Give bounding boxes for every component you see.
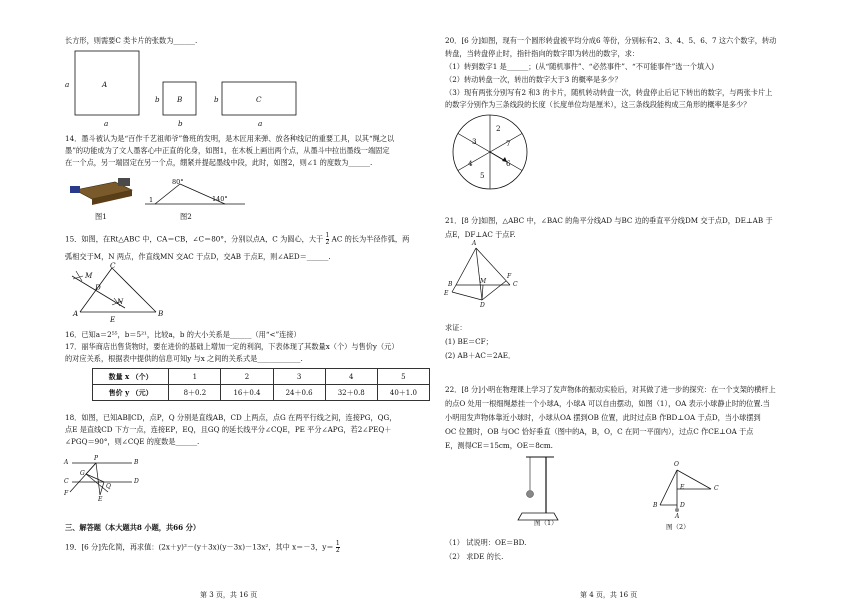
q18-line3: ∠PGQ＝90°，则∠CQE 的度数是______.: [65, 437, 200, 446]
table-cell: 3: [273, 369, 325, 385]
spinner-6: 6: [506, 159, 511, 168]
table-cell: 32＋0.8: [325, 385, 377, 401]
q19-fraction: [336, 541, 340, 554]
fig21-E: E: [444, 290, 449, 297]
section-3-title: 三、解答题（本大题共8 小题，共66 分）: [65, 523, 201, 532]
q20-line1: 20．[6 分]如图，现有一个圆形转盘被平均分成6 等份，分别标有2、3、4、5、6、7 这六个数字，转动: [445, 36, 777, 45]
q15-line2: 弧相交于M，N 两点，作直线MN 交AC 于点D，交AB 于点E，则∠AED＝______.: [65, 252, 331, 261]
q17-line2: 的对应关系，根据表中提供的信息可知y 与x 之间的关系式是____________.: [65, 354, 303, 363]
fig14-caption1: 图1: [95, 212, 107, 221]
spinner-5: 5: [480, 171, 485, 180]
fig15-M: M: [85, 271, 93, 280]
fig14-angle-right: 140°: [212, 195, 228, 203]
fig22-caption1: 图（1）: [534, 519, 558, 527]
card-b-label: B: [177, 95, 183, 104]
q15-frac-den: 2: [325, 239, 330, 246]
q20-part3b: 的数字分别作为三条线段的长度（长度单位均是厘米），这三条线段能构成三角形的概率是多少？: [445, 100, 751, 109]
prove-label: 求证：: [445, 323, 467, 332]
q14-line1: 14．墨斗被认为是“百作千艺祖师爷”鲁班的发明，是木匠用来弹、放各种线记的重要工具，以其“绳之以: [65, 134, 395, 143]
q19-frac-den: 2: [335, 547, 340, 554]
q22-line4: OC 位置时，OB 与OC 恰好垂直（图中的A，B，O，C 在同一平面内），过点C 作CE⊥OA 于点: [445, 427, 754, 436]
fig15-D: D: [95, 283, 101, 292]
q18-line1: 18．如图，已知AB∥CD，点P，Q 分别是直线AB，CD 上两点，点G 在两平行线之间，连接PG，QG，: [65, 413, 397, 422]
fig15-C: C: [110, 261, 116, 270]
spinner-7: 7: [506, 139, 511, 148]
table-cell: 2: [221, 369, 273, 385]
fig15-B: B: [158, 309, 164, 318]
q14-line2: 墨”的功能成为了文人墨客心中正直的化身，如图1，在木板上画出两个点，从墨斗中拉出墨线一端固定: [65, 146, 390, 155]
card-a-label: A: [102, 80, 108, 89]
page-4: [430, 0, 860, 609]
table-head-x: 数量 x （个）: [93, 369, 169, 385]
card-c-side-left: b: [214, 95, 219, 104]
fig18-C: C: [64, 478, 69, 485]
fig15-N: N: [117, 297, 124, 306]
fig21-A: A: [472, 240, 477, 247]
fig18-P: P: [94, 455, 99, 462]
fig18-A: A: [64, 459, 69, 466]
q19: [65, 541, 340, 554]
q13-tail: 长方形，则需要C 类卡片的张数为______.: [65, 36, 198, 45]
q15-text-a: 15．如图，在Rt△ABC 中，CA＝CB，∠C＝80°，分别以点A，C 为圆心，大于: [65, 234, 324, 244]
fig18: [0, 0, 430, 520]
fig22-C: C: [714, 485, 719, 492]
fig14-caption2: 图2: [180, 212, 192, 221]
table-cell: 4: [325, 369, 377, 385]
card-b-side-left: b: [155, 95, 160, 104]
fig14-angle-left: 1: [149, 196, 154, 204]
fig21-C: C: [513, 281, 518, 288]
fig22-D: D: [680, 502, 685, 509]
q22-line5: E，测得CE＝15cm，OE＝8cm.: [445, 441, 553, 450]
card-a-side-left: a: [65, 80, 70, 89]
q17-line1: 17．丽华商店出售货物时，要在进价的基础上增加一定的利润，下表体现了其数量x（个）与售价y（元）: [65, 342, 399, 351]
q20-part2: （2）转动转盘一次，转出的数字大于3 的概率是多少？: [445, 75, 622, 84]
table-cell: 16＋0.4: [221, 385, 273, 401]
fig21-F: F: [507, 273, 512, 280]
fig22-A: A: [675, 513, 680, 520]
card-b-side-bottom: b: [178, 119, 183, 128]
fig18-G: G: [80, 470, 85, 477]
table-head-y: 售价 y （元）: [93, 385, 169, 401]
spinner-4: 4: [468, 159, 473, 168]
fig22-E: E: [680, 484, 685, 491]
q15-text-b: AC 的长为半径作弧，两: [331, 234, 410, 244]
q22-line2: 的点O 处用一根细绳悬挂一个小球A，小球A 可以自由摆动，如图（1），OA 表示小球静止时的位置.当: [445, 399, 770, 408]
q20-line2: 转盘，当转盘停止时，指针指向的数字即为转出的数字，求：: [445, 49, 640, 58]
prove-part2: (2) AB＋AC＝2AE．: [445, 351, 516, 360]
fig18-F: F: [64, 490, 69, 497]
table-cell: 40＋1.0: [377, 385, 429, 401]
q21-line2: 点E，DF⊥AC 于点F.: [445, 230, 516, 239]
q18-line2: 点E 是直线CD 下方一点，连接EP，EQ，且GQ 的延长线平分∠CQE，PE 平分∠APG，若2∠PEQ＋: [65, 425, 392, 434]
fig15-A: A: [73, 309, 79, 318]
fig18-B: B: [134, 459, 139, 466]
q14-line3: 在一个点，另一端固定在另一个点，绷紧并提起墨线中段，此时，如图2，则∠1 的度数为______.: [65, 158, 373, 167]
table-cell: 8＋0.2: [169, 385, 221, 401]
footer-page-3: 第 3 页，共 16 页: [200, 591, 258, 599]
fig18-E: E: [98, 496, 103, 503]
fig21-D: D: [480, 302, 485, 309]
prove-part1: (1) BE＝CF；: [445, 337, 493, 346]
table-cell: 1: [169, 369, 221, 385]
fig15-E: E: [110, 315, 116, 324]
table-cell: 5: [377, 369, 429, 385]
table-cell: 24＋0.6: [273, 385, 325, 401]
fig22-caption2: 图（2）: [666, 523, 690, 531]
fig18-Q: Q: [106, 483, 111, 490]
fig18-D: D: [134, 478, 139, 485]
q16: 16．已知a＝2⁵⁵，b＝5²¹，比较a，b 的大小关系是______（用“<”连接）: [65, 330, 301, 339]
q22-line3: 小明用发声物体靠近小球时，小球从OA 摆到OB 位置，此时过点B 作BD⊥OA 于点D，当小球摆到: [445, 413, 761, 422]
q19-frac-num: 1: [335, 540, 340, 547]
q22-part2: （2） 求DE 的长.: [445, 552, 504, 561]
q22-part1: （1） 试说明：OE＝BD.: [445, 538, 527, 547]
fig22-O: O: [674, 461, 679, 468]
spinner-3: 3: [472, 137, 477, 146]
spinner-2: 2: [496, 124, 501, 133]
q22-line1: 22．[8 分]小明在物理课上学习了发声物体的振动实验后，对其做了进一步的探究：在一个支架的横杆上: [445, 385, 776, 394]
q20-part1: （1）转到数字1 是______；(从“随机事件”、“必然事件”、“不可能事件”选一个填入): [445, 62, 715, 71]
q19-text: 19．[6 分]先化简，再求值：(2x＋y)²－(y＋3x)(y－3x)－13x²，其中 x＝－3，y＝: [65, 542, 334, 552]
card-c-label: C: [256, 95, 262, 104]
q20-part3a: （3）现有两张分别写有2 和3 的卡片，随机转动转盘一次，转盘停止后记下转出的数字，与两张卡片上: [445, 88, 773, 97]
fig14-angle-top: 80°: [172, 178, 184, 186]
fig21-B: B: [448, 281, 453, 288]
fig22-B: B: [653, 502, 658, 509]
q15-frac-num: 1: [325, 232, 330, 239]
card-c-side-bottom: a: [258, 119, 263, 128]
footer-page-4: 第 4 页，共 16 页: [580, 591, 638, 599]
fig22-2: [430, 0, 860, 560]
card-a-side-bottom: a: [104, 119, 109, 128]
q21-line1: 21．[8 分]如图，△ABC 中，∠BAC 的角平分线AD 与BC 边的垂直平分线DM 交于点D，DE⊥AB 于: [445, 216, 773, 225]
fig21-M: M: [480, 278, 487, 285]
